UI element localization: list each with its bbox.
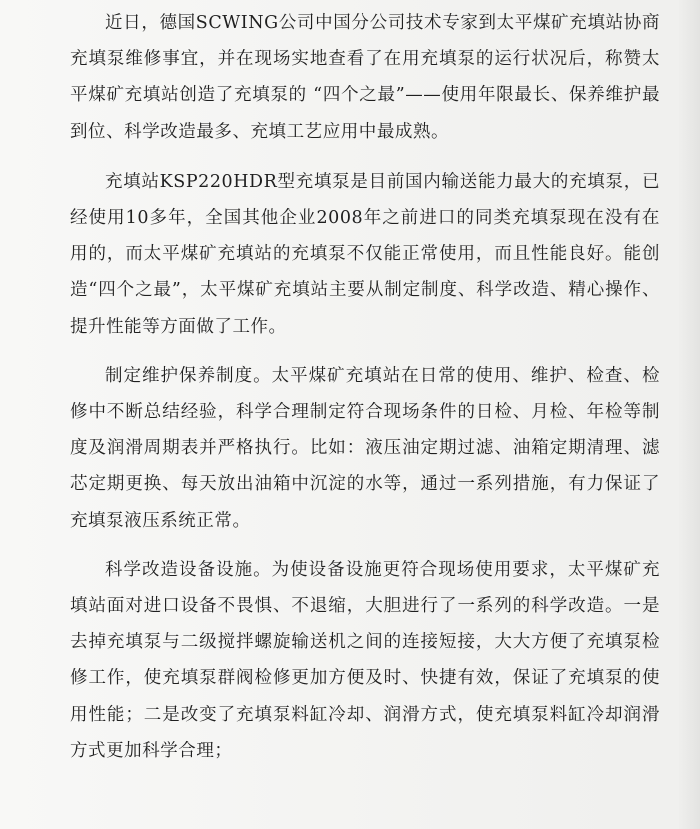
paragraph-3: 制定维护保养制度。太平煤矿充填站在日常的使用、维护、检查、检修中不断总结经验，科学合理制定符合现场条件的日检、月检、年检等制度及润滑周期表并严格执行。比如：液压油定期过滤、油箱定期清理、滤芯定期更换、每天放出油箱中沉淀的水等，通过一系列措施，有力保证了充填泵液压系统正常。 (70, 365, 660, 531)
paragraph-2: 充填站KSP220HDR型充填泵是目前国内输送能力最大的充填泵，已经使用10多年，全国其他企业2008年之前进口的同类充填泵现在没有在用的，而太平煤矿充填站的充填泵不仅能正常使用，而且性能良好。能创造“四个之最”，太平煤矿充填站主要从制定制度、科学改造、精心操作、提升性能等方面做了工作。 (70, 171, 660, 337)
article-body (70, 5, 660, 769)
paragraph-4: 科学改造设备设施。为使设备设施更符合现场使用要求，太平煤矿充填站面对进口设备不畏惧、不退缩，大胆进行了一系列的科学改造。一是去掉充填泵与二级搅拌螺旋输送机之间的连接短接，大大方便了充填泵检修工作，使充填泵群阀检修更加方便及时、快捷有效，保证了充填泵的使用性能；二是改变了充填泵料缸冷却、润滑方式，使充填泵料缸冷却润滑方式更加科学合理； (70, 559, 660, 761)
paragraph-1: 近日，德国SCWING公司中国分公司技术专家到太平煤矿充填站协商充填泵维修事宜，并在现场实地查看了在用充填泵的运行状况后，称赞太平煤矿充填站创造了充填泵的 “四个之最”——使用年限最长、保养维护最到位、科学改造最多、充填工艺应用中最成熟。 (70, 13, 660, 142)
page-edge-shadow (678, 0, 700, 829)
